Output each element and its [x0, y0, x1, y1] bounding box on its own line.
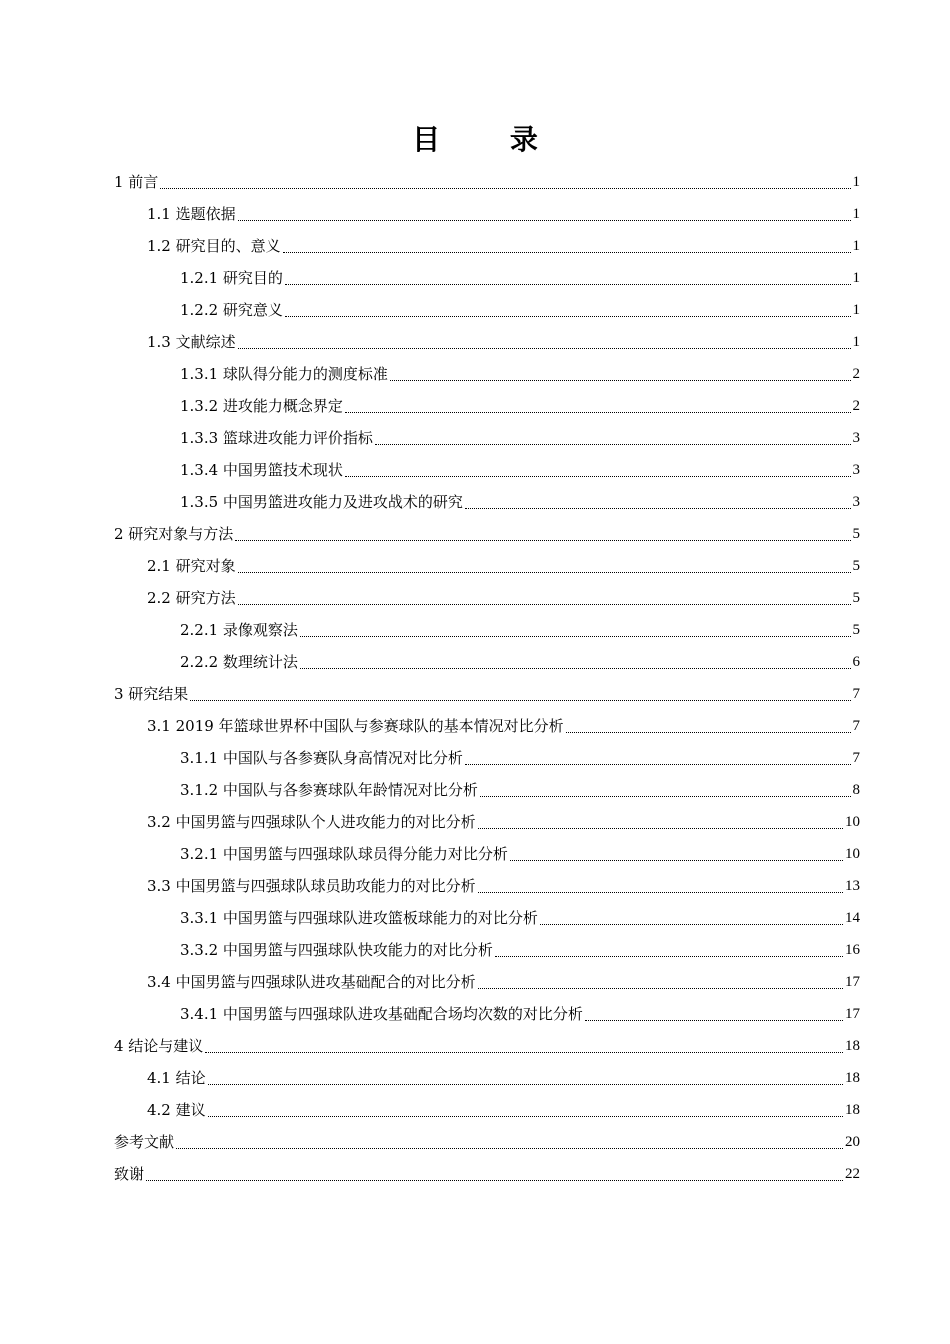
- toc-entry[interactable]: [114, 646, 860, 678]
- table-of-contents: [114, 166, 860, 1190]
- toc-page-number: 3: [852, 494, 860, 510]
- dot-leader: [208, 1084, 843, 1085]
- toc-page-number: 17: [845, 1006, 860, 1022]
- toc-title: 目 录: [412, 123, 568, 156]
- dot-leader: [510, 860, 843, 861]
- toc-entry[interactable]: [114, 454, 860, 486]
- toc-page-number: 10: [845, 846, 860, 862]
- dot-leader: [585, 1020, 843, 1021]
- toc-page-number: 1: [852, 206, 860, 222]
- toc-entry-text: 1.3.3 篮球进攻能力评价指标: [180, 429, 373, 447]
- toc-page-number: 18: [845, 1102, 860, 1118]
- toc-page-number: 3: [852, 462, 860, 478]
- dot-leader: [465, 764, 851, 765]
- toc-page-number: 1: [852, 238, 860, 254]
- toc-entry-text: 1.2.1 研究目的: [180, 269, 283, 287]
- toc-page-number: 1: [852, 334, 860, 350]
- dot-leader: [478, 892, 843, 893]
- toc-entry[interactable]: [114, 262, 860, 294]
- dot-leader: [465, 508, 851, 509]
- toc-entry-text: 1.1 选题依据: [147, 205, 236, 223]
- toc-entry[interactable]: [114, 774, 860, 806]
- toc-entry-text: 3.2 中国男篮与四强球队个人进攻能力的对比分析: [147, 813, 476, 831]
- toc-page-number: 18: [845, 1070, 860, 1086]
- toc-entry[interactable]: [114, 1094, 860, 1126]
- toc-entry[interactable]: [114, 582, 860, 614]
- toc-entry-text: 3.4 中国男篮与四强球队进攻基础配合的对比分析: [147, 973, 476, 991]
- toc-entry[interactable]: [114, 486, 860, 518]
- dot-leader: [285, 316, 851, 317]
- toc-entry[interactable]: [114, 934, 860, 966]
- dot-leader: [190, 700, 850, 701]
- toc-page-number: 5: [852, 526, 860, 542]
- toc-page-number: 13: [845, 878, 860, 894]
- toc-page-number: 1: [852, 174, 860, 190]
- toc-entry[interactable]: [114, 902, 860, 934]
- toc-page-number: 3: [852, 430, 860, 446]
- toc-page-number: 6: [852, 654, 860, 670]
- toc-entry-text: 2.2.2 数理统计法: [180, 653, 298, 671]
- toc-entry-text: 1 前言: [114, 173, 159, 191]
- toc-entry-text: 3.4.1 中国男篮与四强球队进攻基础配合场均次数的对比分析: [180, 1005, 583, 1023]
- toc-entry[interactable]: [114, 678, 860, 710]
- toc-page-number: 7: [852, 718, 860, 734]
- dot-leader: [540, 924, 843, 925]
- toc-page-number: 1: [852, 270, 860, 286]
- dot-leader: [205, 1052, 843, 1053]
- toc-entry[interactable]: [114, 966, 860, 998]
- dot-leader: [390, 380, 851, 381]
- toc-entry-text: 3.1.1 中国队与各参赛队身高情况对比分析: [180, 749, 463, 767]
- toc-entry[interactable]: [114, 422, 860, 454]
- dot-leader: [160, 188, 850, 189]
- dot-leader: [345, 412, 851, 413]
- dot-leader: [176, 1148, 843, 1149]
- toc-entry-text: 1.2 研究目的、意义: [147, 237, 281, 255]
- toc-entry-text: 4.2 建议: [147, 1101, 206, 1119]
- dot-leader: [283, 252, 851, 253]
- toc-entry[interactable]: [114, 166, 860, 198]
- toc-page-number: 1: [852, 302, 860, 318]
- toc-page-number: 20: [845, 1134, 860, 1150]
- dot-leader: [235, 540, 850, 541]
- toc-entry[interactable]: [114, 1126, 860, 1158]
- toc-entry-text: 1.3.1 球队得分能力的测度标准: [180, 365, 388, 383]
- toc-entry-text: 2.1 研究对象: [147, 557, 236, 575]
- toc-entry-text: 1.3.2 进攻能力概念界定: [180, 397, 343, 415]
- dot-leader: [238, 348, 851, 349]
- dot-leader: [300, 668, 851, 669]
- toc-entry[interactable]: [114, 198, 860, 230]
- dot-leader: [238, 572, 851, 573]
- toc-entry[interactable]: [114, 230, 860, 262]
- toc-entry-text: 1.3.5 中国男篮进攻能力及进攻战术的研究: [180, 493, 463, 511]
- toc-entry[interactable]: [114, 390, 860, 422]
- toc-entry[interactable]: [114, 294, 860, 326]
- toc-entry[interactable]: [114, 358, 860, 390]
- dot-leader: [478, 988, 843, 989]
- toc-entry-text: 4 结论与建议: [114, 1037, 204, 1055]
- toc-page-number: 5: [852, 558, 860, 574]
- toc-entry-text: 致谢: [114, 1165, 145, 1183]
- dot-leader: [300, 636, 851, 637]
- toc-entry[interactable]: [114, 614, 860, 646]
- toc-entry-text: 3.2.1 中国男篮与四强球队球员得分能力对比分析: [180, 845, 508, 863]
- dot-leader: [238, 604, 851, 605]
- toc-entry-text: 2 研究对象与方法: [114, 525, 234, 543]
- toc-entry-text: 4.1 结论: [147, 1069, 206, 1087]
- dot-leader: [480, 796, 851, 797]
- toc-page-number: 2: [852, 366, 860, 382]
- toc-entry[interactable]: [114, 1030, 860, 1062]
- dot-leader: [238, 220, 851, 221]
- toc-entry-text: 3.1.2 中国队与各参赛球队年龄情况对比分析: [180, 781, 478, 799]
- toc-entry[interactable]: [114, 1062, 860, 1094]
- dot-leader: [285, 284, 851, 285]
- dot-leader: [345, 476, 851, 477]
- dot-leader: [478, 828, 843, 829]
- toc-page-number: 10: [845, 814, 860, 830]
- toc-entry-text: 3.3.2 中国男篮与四强球队快攻能力的对比分析: [180, 941, 493, 959]
- toc-entry[interactable]: [114, 870, 860, 902]
- toc-entry[interactable]: [114, 710, 860, 742]
- toc-entry[interactable]: [114, 742, 860, 774]
- toc-entry-text: 3.3 中国男篮与四强球队球员助攻能力的对比分析: [147, 877, 476, 895]
- toc-page-number: 5: [852, 622, 860, 638]
- dot-leader: [146, 1180, 843, 1181]
- toc-entry[interactable]: [114, 1158, 860, 1190]
- toc-entry-text: 1.2.2 研究意义: [180, 301, 283, 319]
- toc-page-number: 7: [852, 750, 860, 766]
- toc-page-number: 7: [852, 686, 860, 702]
- toc-entry-text: 2.2.1 录像观察法: [180, 621, 298, 639]
- toc-page-number: 2: [852, 398, 860, 414]
- toc-entry-text: 1.3.4 中国男篮技术现状: [180, 461, 343, 479]
- toc-entry-text: 1.3 文献综述: [147, 333, 236, 351]
- toc-entry-text: 3.3.1 中国男篮与四强球队进攻篮板球能力的对比分析: [180, 909, 538, 927]
- dot-leader: [375, 444, 851, 445]
- dot-leader: [208, 1116, 843, 1117]
- toc-page-number: 17: [845, 974, 860, 990]
- dot-leader: [566, 732, 851, 733]
- toc-page-number: 16: [845, 942, 860, 958]
- toc-entry-text: 2.2 研究方法: [147, 589, 236, 607]
- toc-entry[interactable]: [114, 998, 860, 1030]
- toc-entry-text: 3 研究结果: [114, 685, 189, 703]
- toc-entry[interactable]: [114, 806, 860, 838]
- toc-entry[interactable]: [114, 838, 860, 870]
- toc-entry[interactable]: [114, 550, 860, 582]
- toc-page-number: 14: [845, 910, 860, 926]
- toc-page-number: 5: [852, 590, 860, 606]
- toc-page-number: 8: [852, 782, 860, 798]
- toc-entry[interactable]: [114, 326, 860, 358]
- toc-entry-text: 3.1 2019 年篮球世界杯中国队与参赛球队的基本情况对比分析: [147, 717, 564, 735]
- toc-entry-text: 参考文献: [114, 1133, 175, 1151]
- toc-entry[interactable]: [114, 518, 860, 550]
- dot-leader: [495, 956, 843, 957]
- toc-page-number: 22: [845, 1166, 860, 1182]
- toc-page-number: 18: [845, 1038, 860, 1054]
